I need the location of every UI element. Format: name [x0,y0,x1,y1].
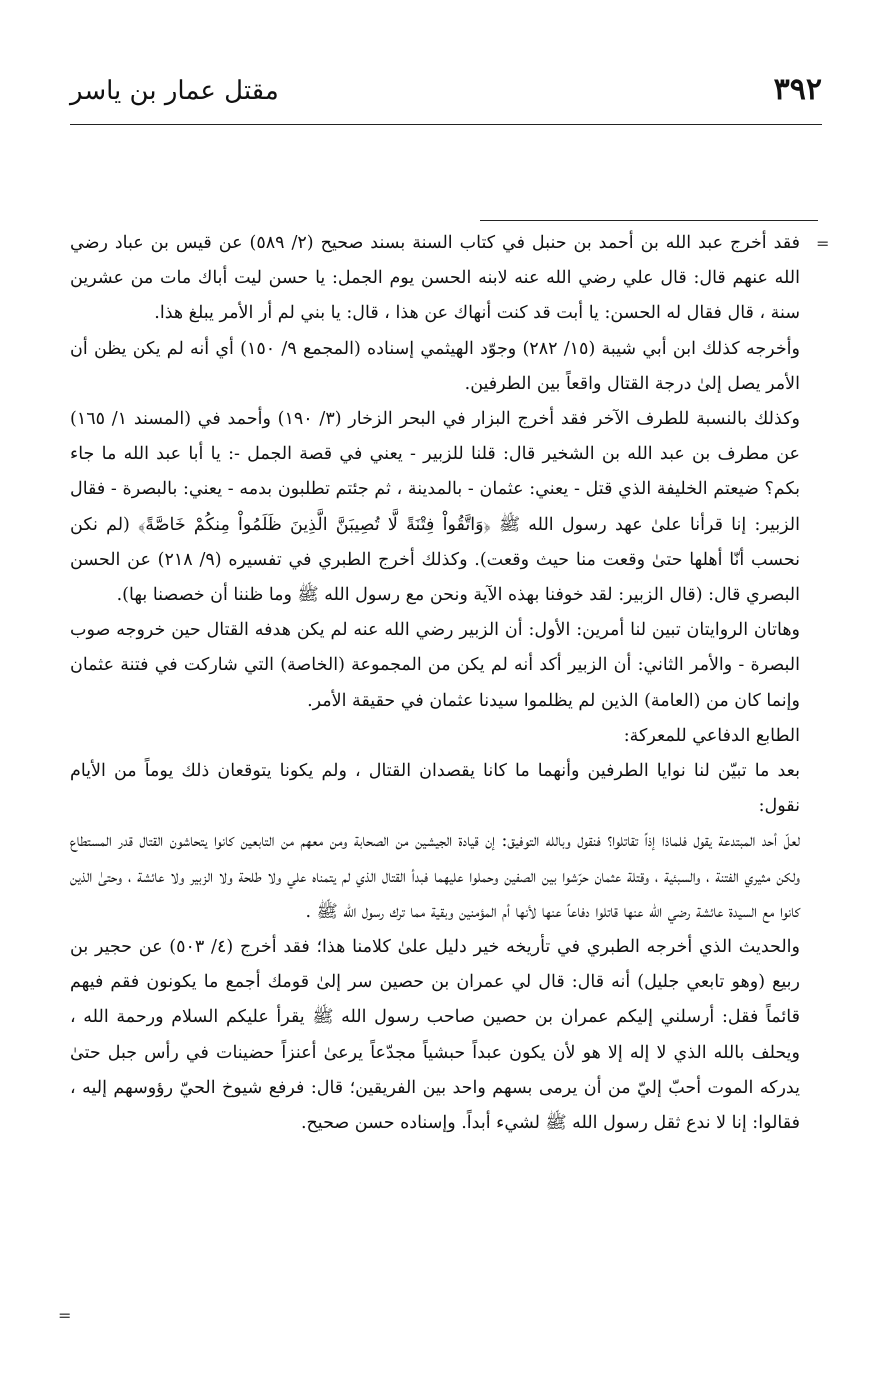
paragraph: لعلّ أحد المبتدعة يقول فلماذا إذاً تقاتلوا؟ فنقول وبالله التوفيق: إن قيادة الجيشين من الصحابة ومن معهم من التابعين كانوا يتحاشون القتال قدر المستطاع ولكن مثيري الفتنة ، والسبئية ، وقتلة عثمان حرّشوا بين الصفين وحملوا عليهما فبدأ القتال الذي لم يتمناه علي ولا طلحة ولا الزبير ولا عائشة ، وحتىٰ الذين كانوا مع السيدة عائشة رضي الله عنها قاتلوا دفاعاً عنها لأنها أم المؤمنين وبقية مما ترك رسول الله ﷺ . [70,831,800,922]
paragraph: وأخرجه كذلك ابن أبي شيبة (١٥/ ٢٨٢) وجوّد الهيثمي إسناده (المجمع ٩/ ١٥٠) أي أنه لم يكن يظن أن الأمر يصل إلىٰ درجة القتال واقعاً بين الطرفين. [70,338,800,394]
margin-mark: = [816,234,830,253]
paragraph: وكذلك بالنسبة للطرف الآخر فقد أخرج البزار في البحر الزخار (٣/ ١٩٠) وأحمد في (المسند ١/ ١٦٥) عن مطرف بن عبد الله بن الشخير قال: قلنا للزبير - يعني في قصة الجمل -: يا أبا عبد الله ما جاء بكم؟ ضيعتم الخليفة الذي قتل - يعني: عثمان - بالمدينة ، ثم جئتم تطلبون بدمه - يعني: بالبصرة - فقال الزبير: إنا قرأنا علىٰ عهد رسول الله ﷺ ﴿وَاتَّقُواْ فِتْنَةً لَّا تُصِيبَنَّ الَّذِينَ ظَلَمُواْ مِنكُمْ خَاصَّةً﴾ (لم نكن نحسب أنّا أهلها حتىٰ وقعت منا حيث وقعت). وكذلك أخرج الطبري في تفسيره (٩/ ٢١٨) عن الحسن البصري قال: (قال الزبير: لقد خوفنا بهذه الآية ونحن مع رسول الله ﷺ وما ظننا أن خصصنا بها). [70,409,800,606]
running-title: مقتل عمار بن ياسر [70,76,279,106]
section-heading: الطابع الدفاعي للمعركة: [623,725,800,746]
paragraph: وهاتان الروايتان تبين لنا أمرين: الأول: أن الزبير رضي الله عنه لم يكن هدفه القتال حين خروجه صوب البصرة - والأمر الثاني: أن الزبير أكد أنه لم يكن من المجموعة (الخاصة) التي شاركت في فتنة عثمان وإنما كان من (العامة) الذين لم يظلموا سيدنا عثمان في حقيقة الأمر. [70,620,800,711]
paragraph: بعد ما تبيّن لنا نوايا الطرفين وأنهما ما كانا يقصدان القتال ، ولم يكونا يتوقعان ذلك يوماً من الأيام نقول: [70,761,800,817]
body-text [70,226,800,1141]
paragraph: فقد أخرج عبد الله بن أحمد بن حنبل في كتاب السنة بسند صحيح (٢/ ٥٨٩) عن قيس بن عباد رضي الله عنهم قال: قال علي رضي الله عنه لابنه الحسن يوم الجمل: يا حسن ليت أباك مات من عشرين سنة ، قال فقال له الحسن: يا أبت قد كنت أنهاك عن هذا ، قال: يا بني لم أر الأمر يبلغ هذا. [70,233,800,324]
separator-rule [480,220,818,221]
paragraph: والحديث الذي أخرجه الطبري في تأريخه خير دليل علىٰ كلامنا هذا؛ فقد أخرج (٤/ ٥٠٣) عن حجير بن ربيع (وهو تابعي جليل) أنه قال: قال لي عمران بن حصين سر إلىٰ قومك أجمع ما يكونون فقم فيهم قائماً فقل: أرسلني إليكم عمران بن حصين صاحب رسول الله ﷺ يقرأ عليكم السلام ورحمة الله ، ويحلف بالله الذي لا إله إلا هو لأن يكون عبداً حبشياً مجدّعاً يرعىٰ أعنزاً حضينات في رأس جبل حتىٰ يدركه الموت أحبّ إليّ من أن يرمى بسهم واحد بين الفريقين؛ قال: فرفع شيوخ الحيّ رؤوسهم إليه ، فقالوا: إنا لا ندع ثقل رسول الله ﷺ لشيء أبداً. وإسناده حسن صحيح. [70,937,800,1134]
header-rule [70,124,822,125]
page-header [70,64,822,124]
page-number: ٣٩٢ [773,72,822,107]
margin-mark: = [58,1306,72,1325]
